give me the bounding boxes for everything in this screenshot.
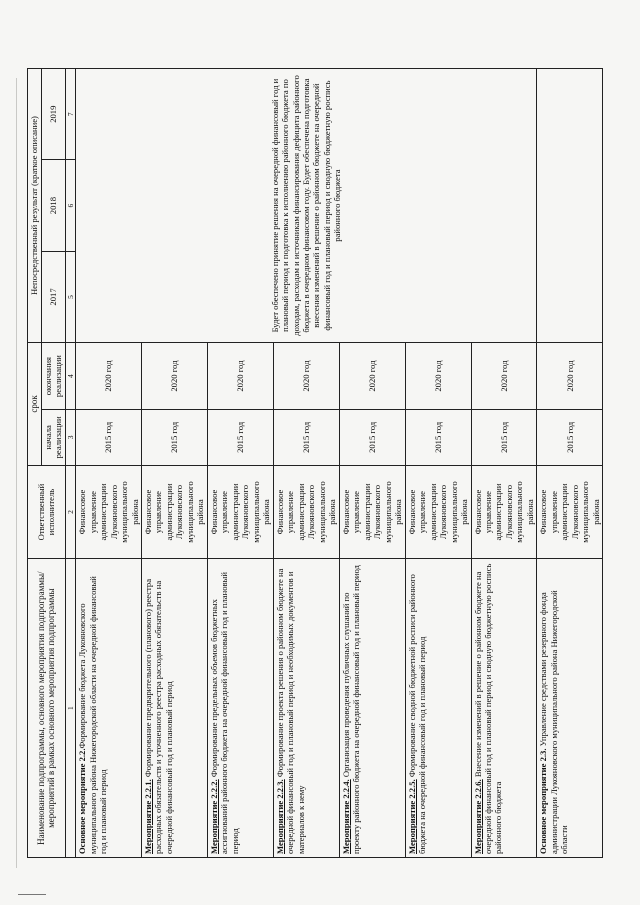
executor-cell: Финансовое управление администрации Лукояновского муниципального района: [405, 465, 471, 559]
col-number: 5: [65, 251, 75, 342]
activity-name-cell: [141, 559, 207, 858]
activity-text: Организация проведения публичных слушаний по проекту районного бюджета на очередной финансовый год и плановый период: [340, 565, 362, 854]
activity-name-cell: [273, 559, 339, 858]
executor-cell: Финансовое управление администрации Лукояновского муниципального района: [471, 465, 537, 559]
end-column-header: окончания реализации: [41, 343, 65, 410]
col-number: 6: [65, 160, 75, 251]
executor-column-header: Ответственный исполнитель: [28, 465, 66, 559]
start-date-cell: 2015 год: [537, 410, 603, 466]
end-date-cell: 2020 год: [141, 343, 207, 410]
end-date-cell: 2020 год: [273, 343, 339, 410]
year-2018-header: 2018: [41, 160, 65, 251]
activity-label: Основное мероприятие 2.2.: [77, 748, 88, 854]
activity-text: Внесение изменений в решение о районном бюджете на очередной финансовый год и плановый период и сводную бюджетную роспись районного бюджета: [472, 563, 504, 854]
col-number: 3: [65, 410, 75, 466]
activity-name-cell: [537, 559, 603, 858]
term-column-header: срок: [28, 343, 42, 466]
name-column-header: Наименование подпрограммы, основного мероприятия подпрограммы/мероприятий в рамках основного мероприятия подпрограммы: [28, 559, 66, 858]
executor-cell: Финансовое управление администрации Лукояновского муниципального района: [273, 465, 339, 559]
column-number-row: [65, 69, 75, 858]
activity-name-cell: [339, 559, 405, 858]
activity-name-cell: [471, 559, 537, 858]
activity-label: Мероприятие 2.2.5.: [406, 779, 417, 854]
page-edge-line: [16, 78, 17, 868]
activity-label: Основное мероприятие 2.3.: [538, 748, 549, 854]
result-column-header: Непосредственный результат (краткое описание): [28, 69, 42, 343]
activity-text: Формирование проекта решения о районном бюджете на очередной финансовый год и плановый период и необходимых документов и материалов к нему: [274, 568, 306, 854]
start-date-cell: 2015 год: [405, 410, 471, 466]
executor-cell: Финансовое управление администрации Лукояновского муниципального района: [537, 465, 603, 559]
header-row-1: [28, 69, 42, 858]
col-number: 1: [65, 559, 75, 858]
start-date-cell: 2015 год: [141, 410, 207, 466]
start-date-cell: 2015 год: [273, 410, 339, 466]
end-date-cell: 2020 год: [537, 343, 603, 410]
start-date-cell: 2015 год: [207, 410, 273, 466]
col-number: 7: [65, 69, 75, 160]
start-date-cell: 2015 год: [76, 410, 142, 466]
activity-label: Мероприятие 2.2.1.: [142, 779, 153, 854]
table-row: [76, 69, 142, 858]
activity-name-cell: [76, 559, 142, 858]
executor-cell: Финансовое управление администрации Лукояновского муниципального района: [141, 465, 207, 559]
executor-cell: Финансовое управление администрации Лукояновского муниципального района: [76, 465, 142, 559]
activity-label: Мероприятие 2.2.4.: [340, 779, 351, 854]
executor-cell: Финансовое управление администрации Лукояновского муниципального района: [339, 465, 405, 559]
start-date-cell: 2015 год: [471, 410, 537, 466]
end-date-cell: 2020 год: [471, 343, 537, 410]
year-2019-header: 2019: [41, 69, 65, 160]
activity-text: Формирование бюджета Лукояновского муниципального района Нижегородской области на очередной финансовый год и плановый период: [77, 576, 109, 854]
start-column-header: начала реализации: [41, 410, 65, 466]
year-2017-header: 2017: [41, 251, 65, 342]
activity-name-cell: [405, 559, 471, 858]
activity-label: Мероприятие 2.2.6.: [472, 779, 483, 854]
footnote-rule: [18, 894, 46, 895]
table-row: [537, 69, 603, 858]
executor-cell: Финансовое управление администрации Лукояновского муниципального района: [207, 465, 273, 559]
col-number: 4: [65, 343, 75, 410]
activity-name-cell: [207, 559, 273, 858]
activity-text: Формирование предварительного (планового) реестра расходных обязательств и уточненного реестра расходных обязательств на очередной финансовый год и плановый период: [142, 578, 174, 854]
col-number: 2: [65, 465, 75, 559]
result-description-cell: Будет обеспечено принятие решения на очередной финансовый год и плановый период и подготовка к исполнению районного бюджета по доходам, расходам и источникам финансирования дефицита районного бюджета в очередном финансовом году. Будет обеспечена подготовка внесения изменений в решение о районном бюджете на очередной финансовый год и плановый период и сводную бюджетную роспись районного бюджета: [76, 69, 537, 343]
end-date-cell: 2020 год: [339, 343, 405, 410]
activity-text: Управление средствами резервного фонда администрации Лукояновского муниципального района Нижегородской области: [538, 590, 570, 854]
end-date-cell: 2020 год: [76, 343, 142, 410]
activity-label: Мероприятие 2.2.3.: [274, 779, 285, 854]
activity-text: Формирование сводной бюджетной росписи районного бюджета на очередной финансовый год и плановый период: [406, 574, 428, 854]
start-date-cell: 2015 год: [339, 410, 405, 466]
empty-result-cell: [537, 69, 603, 343]
end-date-cell: 2020 год: [405, 343, 471, 410]
rotated-table-wrapper: [27, 68, 627, 858]
end-date-cell: 2020 год: [207, 343, 273, 410]
activity-text: Формирование предельных объемов бюджетных ассигнований районного бюджета на очередной финансовый год и плановый период: [208, 572, 240, 854]
activity-label: Мероприятие 2.2.2.: [208, 779, 219, 854]
activities-table: [27, 68, 603, 858]
